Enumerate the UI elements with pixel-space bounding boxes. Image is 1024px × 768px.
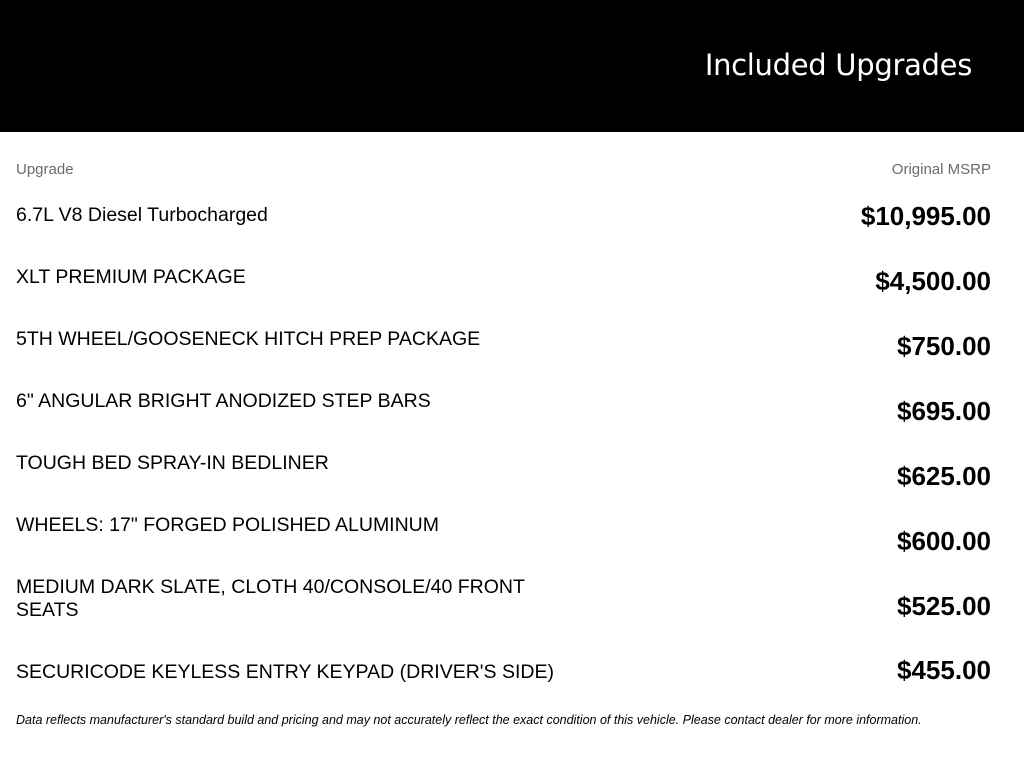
upgrade-name: XLT PREMIUM PACKAGE bbox=[16, 266, 246, 288]
page-title: Included Upgrades bbox=[704, 48, 972, 82]
upgrade-price: $525.00 bbox=[897, 591, 991, 621]
upgrade-name: MEDIUM DARK SLATE, CLOTH 40/CONSOLE/40 FRONT SEATS bbox=[16, 576, 525, 621]
upgrade-price: $625.00 bbox=[897, 461, 991, 491]
upgrade-name: TOUGH BED SPRAY-IN BEDLINER bbox=[16, 452, 329, 474]
upgrade-price: $4,500.00 bbox=[875, 266, 991, 296]
upgrade-name: WHEELS: 17" FORGED POLISHED ALUMINUM bbox=[16, 514, 440, 536]
disclaimer-text: Data reflects manufacturer's standard build and pricing and may not accurately reflect the exact condition of this vehicle. Please contact dealer for more information. bbox=[16, 713, 922, 727]
upgrade-name: 6" ANGULAR BRIGHT ANODIZED STEP BARS bbox=[16, 390, 431, 412]
page-header bbox=[0, 0, 1024, 132]
upgrade-name: SECURICODE KEYLESS ENTRY KEYPAD (DRIVER'S SIDE) bbox=[16, 661, 554, 683]
upgrade-price: $455.00 bbox=[897, 655, 991, 685]
upgrade-price: $600.00 bbox=[897, 526, 991, 556]
upgrade-name: 6.7L V8 Diesel Turbocharged bbox=[16, 204, 268, 226]
upgrade-price: $750.00 bbox=[897, 331, 991, 361]
upgrade-price: $10,995.00 bbox=[860, 201, 991, 231]
column-header-upgrade: Upgrade bbox=[16, 161, 74, 178]
upgrade-name: 5TH WHEEL/GOOSENECK HITCH PREP PACKAGE bbox=[16, 328, 481, 350]
upgrade-price: $695.00 bbox=[897, 396, 991, 426]
column-header-msrp: Original MSRP bbox=[891, 161, 991, 178]
